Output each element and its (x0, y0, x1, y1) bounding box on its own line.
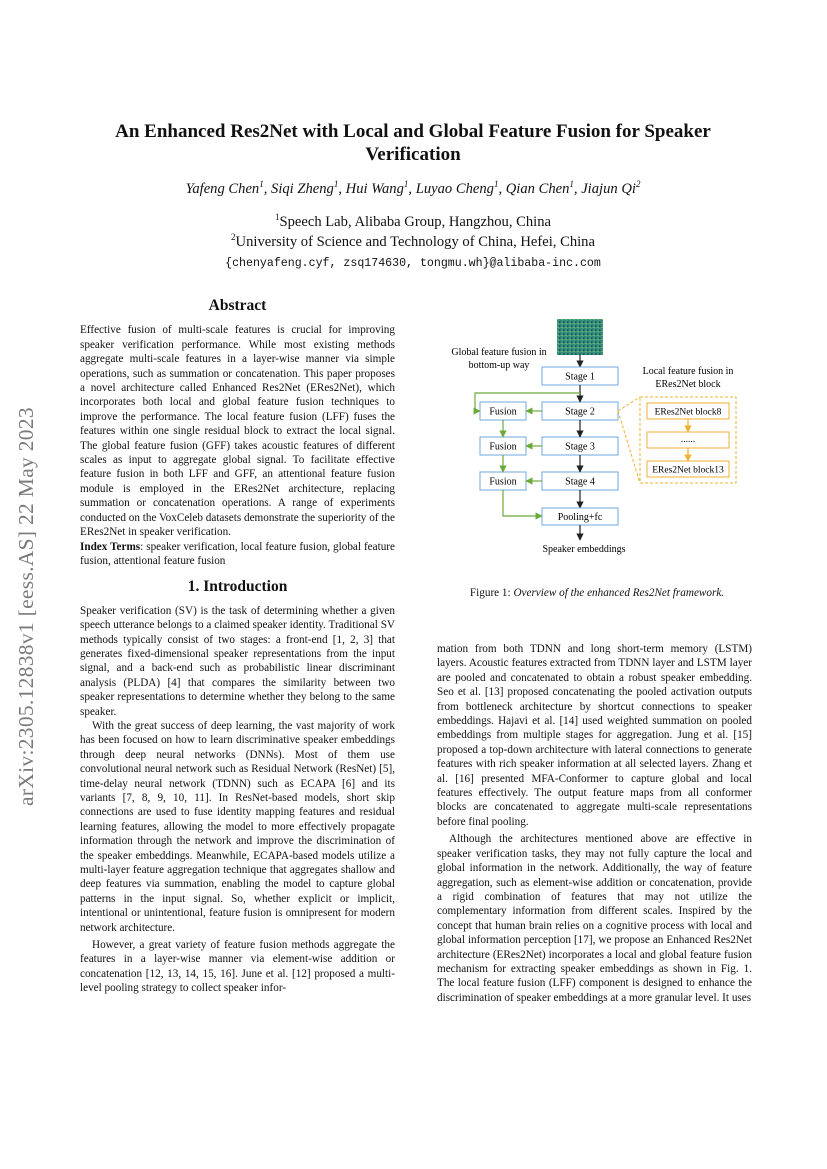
svg-text:Pooling+fc: Pooling+fc (557, 512, 603, 523)
arxiv-identifier: arXiv:2305.12838v1 [eess.AS] 22 May 2023 (14, 407, 38, 807)
author-name: Jiajun Qi (581, 181, 636, 197)
author-list: Yafeng Chen$^1$, Siqi Zheng$^1$, Hui Wang$^1$, Luyao Cheng$^1$, Qian Chen$^1$, Jiajun Qi$^2$ (185, 179, 641, 197)
caption-prefix: Figure 1: (469, 587, 514, 599)
affiliation-1 (80, 214, 746, 231)
caption-text: Overview of the enhanced Res2Net framework. (513, 587, 725, 599)
intro-paragraph-5: Although the architectures mentioned above are effective in speaker verification tasks, they may not fully capture the local and global information in the network. Additionally, the way of feature aggregation, such as element-wise addition or concatenation, provide a rigid combination of features that may not utilize the complementary information from different scales. Inspired by the concept that human brain relies on a cognitive process with local and global information perception [17], we propose an Enhanced Res2Net architecture (ERes2Net) incorporates a local and global feature fusion mechanism for extracting speaker embeddings as shown in Fig. 1. The local feature fusion (LFF) component is designed to enhance the discrimination of speaker embeddings at a more granular level. It uses (437, 833, 752, 1004)
author-affiliation-sup: 1 (569, 179, 574, 189)
stage-3-box (542, 437, 618, 455)
author-affiliation-sup: 2 (635, 179, 641, 189)
abstract-heading: Abstract (208, 297, 267, 314)
eres2net-block8 (647, 403, 729, 419)
index-terms-text: : speaker verification, local feature fusion, global feature fusion, attentional feature fusion (80, 540, 396, 567)
author-name: Hui Wang (345, 181, 404, 197)
svg-text:Fusion: Fusion (489, 476, 517, 488)
figure-1-diagram (437, 315, 757, 565)
svg-text:......: ...... (680, 435, 696, 445)
label-global-fusion-2: bottom-up way (468, 360, 530, 371)
author-affiliation-sup: 1 (333, 179, 339, 189)
intro-paragraph-4: mation from both TDNN and long short-term memory (LSTM) layers. Acoustic features extracted from TDNN layer and LSTM layer are pooled and concatenated to obtain a robust speaker embedding. Seo et al. [13] proposed concatenating the pooled activation outputs from bottleneck architecture by shortcut connections to speaker embeddings. Hajavi et al. [14] used weighted summation on pooled embeddings from multiple stages for aggregation. Jung et al. [15] proposed a top-down architecture with lateral connections to generate features with rich speaker information at all selected layers. Zhang et al. [16] presented MFA-Conformer to capture global and local features effectively. The output feature maps from all conformer blocks are concatenated to aggregate multi-scale representations before final pooling. (437, 643, 752, 828)
fusion-box-2 (480, 437, 526, 455)
label-global-fusion-1: Global feature fusion in (451, 347, 547, 358)
affiliation-2-text: University of Science and Technology of China, Hefei, China (235, 234, 595, 250)
introduction-heading: 1. Introduction (187, 578, 288, 596)
affiliation-2-sup: 2 (231, 232, 236, 242)
stage-2-box (542, 402, 618, 420)
label-local-fusion-2: ERes2Net block (655, 379, 721, 390)
index-terms (80, 540, 395, 569)
svg-text:Stage 3: Stage 3 (565, 441, 595, 453)
paper-title: An Enhanced Res2Net with Local and Global Feature Fusion for Speaker Verification (115, 121, 711, 165)
right-column (437, 642, 752, 1005)
label-local-fusion-1: Local feature fusion in (642, 366, 734, 377)
svg-text:ERes2Net block8: ERes2Net block8 (654, 407, 722, 418)
author-emails: {chenyafeng.cyf, zsq174630, tongmu.wh}@alibaba-inc.com (225, 257, 601, 270)
spectrogram-input (557, 319, 603, 355)
index-terms-label: Index Terms (80, 540, 141, 553)
svg-text:ERes2Net block13: ERes2Net block13 (652, 465, 724, 476)
abstract-text: Effective fusion of multi-scale features is crucial for improving speaker verification performance. While most existing methods aggregate multi-scale features in a layer-wise manner via simple operations, such as summation or concatenation. This paper proposes a novel architecture called Enhanced Res2Net (ERes2Net), which incorporates both local and global feature fusion techniques to improve the performance. The local feature fusion (LFF) fuses the features within one single residual block to extract the local signal. The global feature fusion (GFF) takes acoustic features of different scales as input to aggregate global signal. To facilitate effective feature fusion in both LFF and GFF, an attentional feature fusion module is employed in the ERes2Net architecture, replacing summation or concatenation operations. A range of experiments conducted on the VoxCeleb datasets demonstrate the superiority of the ERes2Net in speaker verification. (80, 324, 395, 539)
svg-text:Stage 2: Stage 2 (565, 406, 595, 418)
svg-text:Fusion: Fusion (489, 441, 517, 453)
intro-paragraph-3: However, a great variety of feature fusion methods aggregate the features in a layer-wise manner via element-wise addition or concatenation [12, 13, 14, 15, 16]. June et al. [12] proposed a multi-level pooling strategy to collect speaker infor- (80, 939, 395, 995)
intro-paragraph-2: With the great success of deep learning, the vast majority of work has been focused on how to learn discriminative speaker embeddings through deep neural networks (DNNs). Most of them use convolutional neural network such as Residual Network (ResNet) [5], time-delay neural network (TDNN) such as ECAPA [6] and its variants [7, 8, 9, 10, 11]. In ResNet-based models, short skip connections are used to fuse identity mapping features and residual learning features, allowing the model to more effectively propagate information through the network and improve the discrimination of the speaker embeddings. Meanwhile, ECAPA-based models utilize a multi-layer feature aggregation technique that aggregates shallow and deep features via summation, enabling the model to capture global patterns in the input signal. So, whether explicit or implicit, intentional or unintentional, feature fusion is omnipresent for modern network architecture. (80, 719, 395, 934)
fusion-box-3 (480, 472, 526, 490)
svg-text:Stage 1: Stage 1 (565, 371, 595, 383)
speaker-embeddings-label: Speaker embeddings (542, 544, 626, 555)
author-affiliation-sup: 1 (259, 179, 264, 189)
intro-paragraph-1: Speaker verification (SV) is the task of determining whether a given speech utterance belongs to a claimed speaker identity. Traditional SV methods typically consist of two stages: a front-end [1, 2, 3] that generates fixed-dimensional speaker representations from the input signal, and a back-end such as probabilistic linear discriminant analysis (PLDA) [4] that compares the similarity between two speaker representations to determine whether they belong to the same speaker. (80, 604, 395, 718)
eres2net-block-ellipsis (647, 432, 729, 448)
affiliation-1-text: Speech Lab, Alibaba Group, Hangzhou, China (279, 214, 552, 230)
stage-4-box (542, 472, 618, 490)
affiliation-2 (80, 234, 746, 251)
figure-1-caption (437, 587, 757, 599)
svg-text:Fusion: Fusion (489, 406, 517, 418)
author-name: Yafeng Chen (185, 181, 260, 197)
svg-text:Stage 4: Stage 4 (565, 476, 595, 488)
fusion-box-1 (480, 402, 526, 420)
author-affiliation-sup: 1 (493, 179, 499, 189)
author-name: Qian Chen (505, 181, 570, 197)
eres2net-block13 (647, 461, 729, 477)
pooling-fc-box (542, 508, 618, 525)
author-name: Siqi Zheng (271, 181, 334, 197)
author-name: Luyao Cheng (415, 181, 494, 197)
author-affiliation-sup: 1 (403, 179, 409, 189)
affiliation-1-sup: 1 (274, 212, 280, 222)
left-column (80, 299, 395, 996)
stage-1-box (542, 367, 618, 385)
